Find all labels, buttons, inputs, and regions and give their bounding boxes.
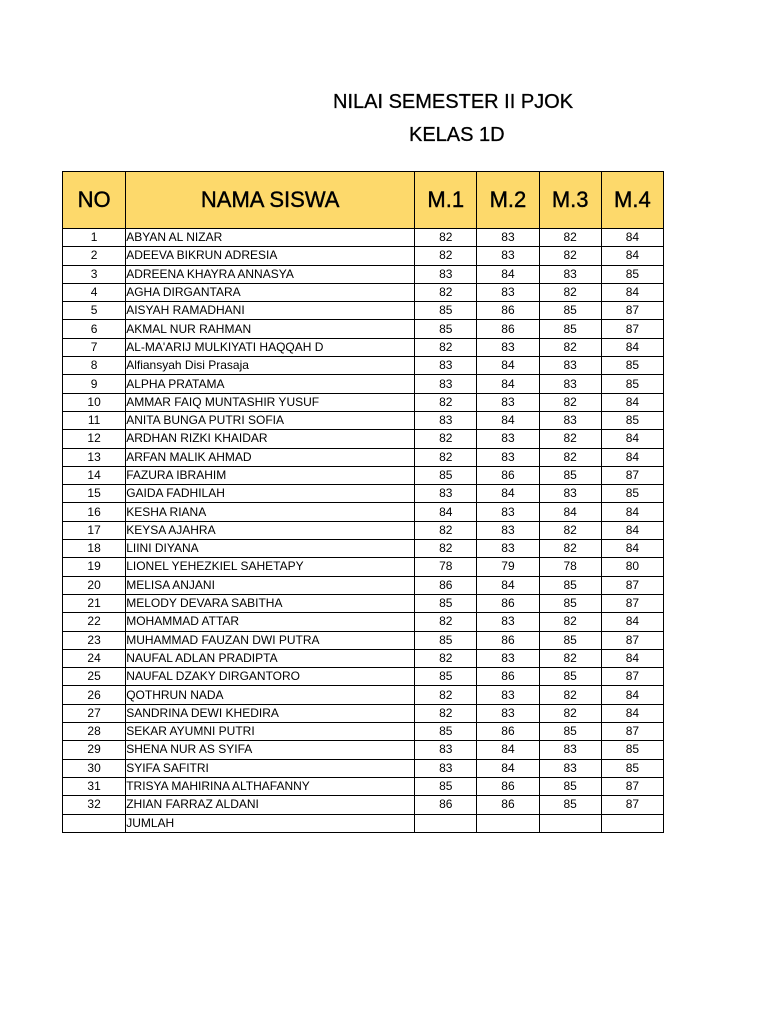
cell-m3: 85 [539,668,601,686]
table-row [63,229,664,247]
cell-m2: 83 [477,704,539,722]
table-row [63,393,664,411]
cell-m1: 83 [415,265,477,283]
cell-m4: 84 [601,521,663,539]
table-row [63,247,664,265]
cell-student-name: FAZURA IBRAHIM [126,466,415,484]
cell-m2: 83 [477,430,539,448]
footer-cell-m2 [477,814,539,832]
col-header-no: NO [63,172,126,229]
cell-m4: 85 [601,357,663,375]
cell-m1: 85 [415,320,477,338]
table-row [63,411,664,429]
cell-m4: 87 [601,723,663,741]
cell-student-name: AISYAH RAMADHANI [126,302,415,320]
cell-m3: 85 [539,723,601,741]
cell-m1: 82 [415,338,477,356]
cell-m2: 83 [477,540,539,558]
cell-m1: 85 [415,302,477,320]
table-row [63,558,664,576]
title-line-1: NILAI SEMESTER II PJOK [333,91,574,113]
cell-no: 15 [63,485,126,503]
cell-student-name: ARDHAN RIZKI KHAIDAR [126,430,415,448]
cell-m2: 83 [477,448,539,466]
cell-student-name: ARFAN MALIK AHMAD [126,448,415,466]
col-header-m4: M.4 [601,172,663,229]
cell-student-name: NAUFAL ADLAN PRADIPTA [126,649,415,667]
cell-m4: 87 [601,302,663,320]
cell-m4: 87 [601,777,663,795]
cell-m3: 78 [539,558,601,576]
cell-m1: 82 [415,521,477,539]
cell-m3: 82 [539,540,601,558]
cell-m1: 85 [415,594,477,612]
cell-student-name: AMMAR FAIQ MUNTASHIR YUSUF [126,393,415,411]
cell-m3: 83 [539,741,601,759]
cell-m3: 85 [539,466,601,484]
cell-m3: 82 [539,430,601,448]
cell-m4: 84 [601,338,663,356]
cell-m3: 85 [539,594,601,612]
cell-no: 3 [63,265,126,283]
cell-m2: 84 [477,265,539,283]
cell-m2: 84 [477,576,539,594]
cell-m2: 84 [477,485,539,503]
cell-student-name: MELISA ANJANI [126,576,415,594]
cell-student-name: ANITA BUNGA PUTRI SOFIA [126,411,415,429]
cell-m1: 82 [415,393,477,411]
cell-m3: 82 [539,283,601,301]
cell-m2: 86 [477,777,539,795]
table-row [63,723,664,741]
footer-cell-no [63,814,126,832]
cell-student-name: AL-MA'ARIJ MULKIYATI HAQQAH D [126,338,415,356]
cell-no: 6 [63,320,126,338]
table-row [63,357,664,375]
cell-m3: 83 [539,265,601,283]
table-row [63,668,664,686]
cell-m4: 87 [601,466,663,484]
cell-m1: 82 [415,229,477,247]
cell-m1: 83 [415,375,477,393]
table-header-row [63,172,664,229]
table-row [63,741,664,759]
table-row [63,283,664,301]
cell-m4: 84 [601,430,663,448]
cell-no: 32 [63,796,126,814]
cell-m1: 82 [415,686,477,704]
cell-m3: 82 [539,229,601,247]
footer-cell-m1 [415,814,477,832]
cell-m3: 85 [539,320,601,338]
cell-m4: 84 [601,503,663,521]
cell-m1: 84 [415,503,477,521]
table-row [63,649,664,667]
cell-no: 5 [63,302,126,320]
cell-m4: 85 [601,265,663,283]
cell-m3: 82 [539,686,601,704]
cell-m4: 85 [601,741,663,759]
col-header-m2: M.2 [477,172,539,229]
cell-m1: 82 [415,247,477,265]
table-row [63,594,664,612]
cell-no: 31 [63,777,126,795]
cell-m2: 84 [477,741,539,759]
cell-m3: 82 [539,649,601,667]
cell-m1: 82 [415,649,477,667]
cell-no: 8 [63,357,126,375]
cell-m1: 83 [415,485,477,503]
cell-no: 9 [63,375,126,393]
cell-m2: 86 [477,466,539,484]
cell-m1: 83 [415,759,477,777]
cell-student-name: ABYAN AL NIZAR [126,229,415,247]
cell-m2: 83 [477,613,539,631]
cell-student-name: AGHA DIRGANTARA [126,283,415,301]
cell-m4: 84 [601,229,663,247]
cell-m3: 85 [539,796,601,814]
cell-m1: 86 [415,576,477,594]
cell-m4: 84 [601,393,663,411]
cell-student-name: Alfiansyah Disi Prasaja [126,357,415,375]
cell-student-name: GAIDA FADHILAH [126,485,415,503]
cell-m1: 85 [415,723,477,741]
cell-m2: 86 [477,320,539,338]
cell-student-name: TRISYA MAHIRINA ALTHAFANNY [126,777,415,795]
cell-no: 16 [63,503,126,521]
cell-no: 18 [63,540,126,558]
cell-m2: 86 [477,723,539,741]
cell-m2: 84 [477,375,539,393]
cell-no: 27 [63,704,126,722]
table-body [63,229,664,833]
cell-m2: 83 [477,649,539,667]
cell-m1: 78 [415,558,477,576]
table-row [63,485,664,503]
cell-m4: 85 [601,759,663,777]
table-row [63,265,664,283]
cell-m2: 83 [477,521,539,539]
cell-m3: 85 [539,576,601,594]
cell-m4: 87 [601,796,663,814]
cell-m2: 83 [477,503,539,521]
cell-no: 21 [63,594,126,612]
cell-student-name: SEKAR AYUMNI PUTRI [126,723,415,741]
cell-m4: 87 [601,320,663,338]
cell-no: 1 [63,229,126,247]
cell-m1: 85 [415,631,477,649]
table-row [63,796,664,814]
cell-no: 7 [63,338,126,356]
cell-no: 14 [63,466,126,484]
cell-student-name: SANDRINA DEWI KHEDIRA [126,704,415,722]
col-header-m3: M.3 [539,172,601,229]
cell-student-name: KEYSA AJAHRA [126,521,415,539]
cell-student-name: ZHIAN FARRAZ ALDANI [126,796,415,814]
cell-m4: 84 [601,686,663,704]
cell-no: 12 [63,430,126,448]
cell-student-name: MOHAMMAD ATTAR [126,613,415,631]
cell-m2: 83 [477,283,539,301]
table-row [63,777,664,795]
cell-m4: 87 [601,576,663,594]
cell-m3: 83 [539,357,601,375]
cell-student-name: QOTHRUN NADA [126,686,415,704]
cell-m4: 84 [601,704,663,722]
cell-student-name: NAUFAL DZAKY DIRGANTORO [126,668,415,686]
cell-student-name: SHENA NUR AS SYIFA [126,741,415,759]
cell-m2: 86 [477,668,539,686]
cell-m4: 85 [601,485,663,503]
cell-m2: 84 [477,411,539,429]
cell-m3: 85 [539,777,601,795]
cell-m4: 87 [601,631,663,649]
cell-no: 25 [63,668,126,686]
cell-m2: 83 [477,393,539,411]
cell-no: 13 [63,448,126,466]
table-row [63,448,664,466]
cell-m1: 82 [415,448,477,466]
table-row [63,540,664,558]
cell-m3: 82 [539,393,601,411]
cell-no: 4 [63,283,126,301]
cell-m3: 83 [539,411,601,429]
cell-no: 28 [63,723,126,741]
cell-no: 11 [63,411,126,429]
cell-no: 23 [63,631,126,649]
cell-no: 22 [63,613,126,631]
cell-no: 29 [63,741,126,759]
cell-no: 20 [63,576,126,594]
cell-student-name: ADREENA KHAYRA ANNASYA [126,265,415,283]
cell-no: 2 [63,247,126,265]
footer-cell-m3 [539,814,601,832]
cell-student-name: SYIFA SAFITRI [126,759,415,777]
cell-student-name: LIINI DIYANA [126,540,415,558]
table-row [63,759,664,777]
cell-m2: 79 [477,558,539,576]
cell-m2: 86 [477,796,539,814]
cell-student-name: ALPHA PRATAMA [126,375,415,393]
cell-m3: 82 [539,613,601,631]
cell-no: 26 [63,686,126,704]
cell-m3: 82 [539,338,601,356]
table-row [63,302,664,320]
footer-cell-m4 [601,814,663,832]
grades-table [62,171,664,833]
table-row [63,338,664,356]
cell-m2: 83 [477,338,539,356]
cell-m3: 82 [539,247,601,265]
cell-m2: 83 [477,247,539,265]
cell-m4: 85 [601,411,663,429]
cell-m2: 84 [477,759,539,777]
cell-m4: 84 [601,247,663,265]
cell-m4: 84 [601,448,663,466]
cell-m4: 87 [601,668,663,686]
cell-m2: 83 [477,229,539,247]
cell-m3: 83 [539,485,601,503]
cell-student-name: MELODY DEVARA SABITHA [126,594,415,612]
cell-m4: 84 [601,613,663,631]
cell-m1: 82 [415,430,477,448]
cell-m1: 85 [415,668,477,686]
cell-m2: 86 [477,302,539,320]
cell-no: 30 [63,759,126,777]
cell-m3: 82 [539,521,601,539]
table-row [63,375,664,393]
cell-m2: 84 [477,357,539,375]
table-row [63,521,664,539]
table-footer-row [63,814,664,832]
table-row [63,466,664,484]
footer-label-jumlah: JUMLAH [126,814,415,832]
cell-student-name: LIONEL YEHEZKIEL SAHETAPY [126,558,415,576]
table-row [63,430,664,448]
cell-m2: 83 [477,686,539,704]
cell-m3: 83 [539,759,601,777]
cell-m4: 84 [601,540,663,558]
title-line-2: KELAS 1D [409,124,505,146]
cell-m1: 82 [415,540,477,558]
cell-m1: 82 [415,704,477,722]
cell-student-name: AKMAL NUR RAHMAN [126,320,415,338]
table-row [63,613,664,631]
cell-m4: 80 [601,558,663,576]
cell-m1: 86 [415,796,477,814]
cell-m3: 84 [539,503,601,521]
table-row [63,631,664,649]
table-row [63,503,664,521]
cell-m3: 82 [539,704,601,722]
cell-m3: 83 [539,375,601,393]
cell-m1: 82 [415,283,477,301]
cell-no: 19 [63,558,126,576]
cell-m1: 85 [415,466,477,484]
cell-m2: 86 [477,631,539,649]
cell-m1: 83 [415,357,477,375]
cell-m2: 86 [477,594,539,612]
cell-m4: 84 [601,283,663,301]
table-row [63,576,664,594]
cell-no: 10 [63,393,126,411]
cell-m4: 84 [601,649,663,667]
cell-m1: 85 [415,777,477,795]
cell-m3: 82 [539,448,601,466]
table-row [63,320,664,338]
cell-student-name: MUHAMMAD FAUZAN DWI PUTRA [126,631,415,649]
cell-student-name: ADEEVA BIKRUN ADRESIA [126,247,415,265]
cell-m3: 85 [539,631,601,649]
cell-m4: 87 [601,594,663,612]
col-header-nama-siswa: NAMA SISWA [126,172,415,229]
table-row [63,686,664,704]
cell-m3: 85 [539,302,601,320]
col-header-m1: M.1 [415,172,477,229]
cell-m1: 82 [415,613,477,631]
cell-no: 17 [63,521,126,539]
cell-m1: 83 [415,741,477,759]
table-row [63,704,664,722]
cell-m4: 85 [601,375,663,393]
cell-no: 24 [63,649,126,667]
cell-student-name: KESHA RIANA [126,503,415,521]
cell-m1: 83 [415,411,477,429]
